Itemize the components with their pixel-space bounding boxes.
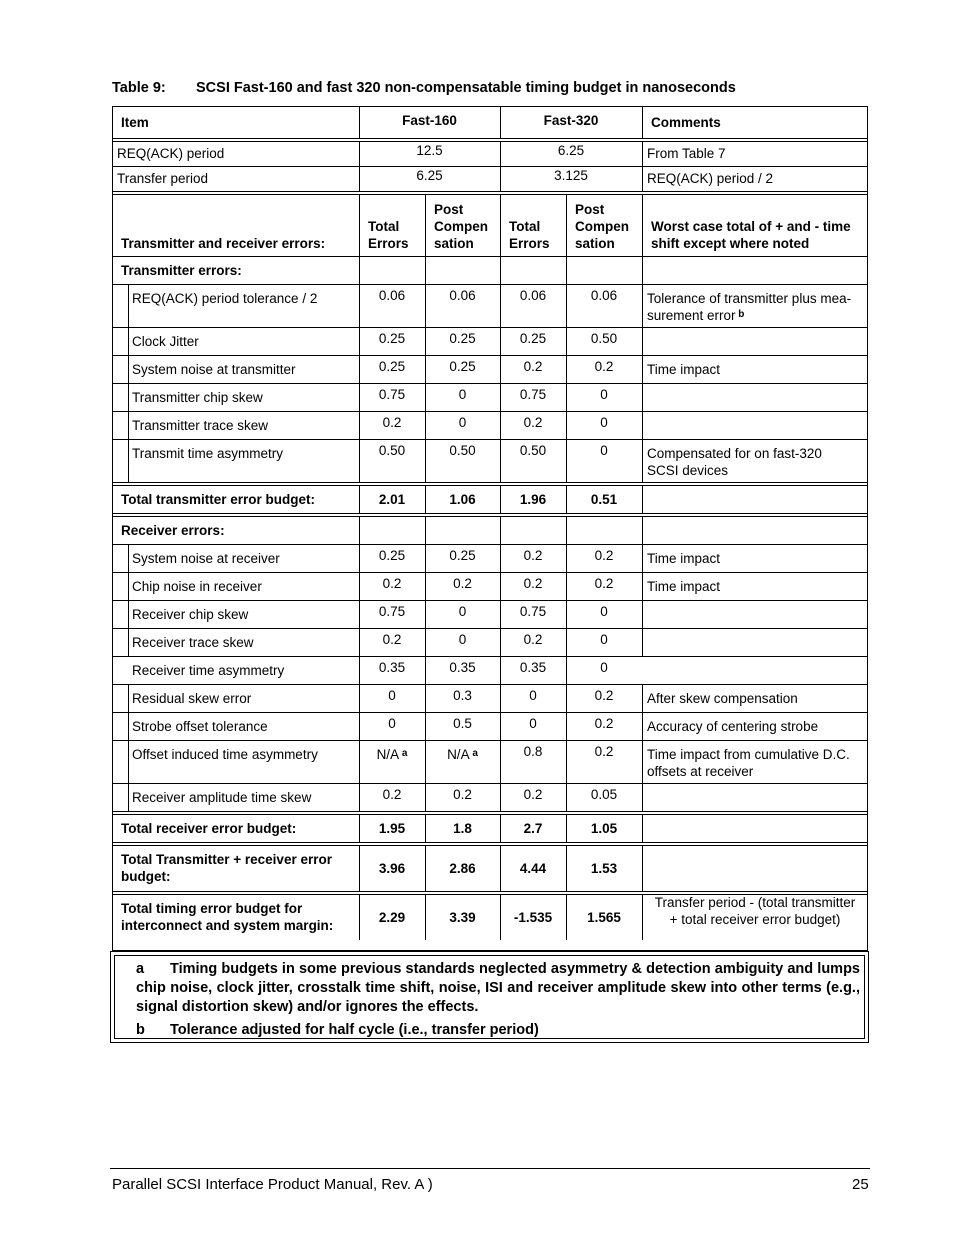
- row-comment: REQ(ACK) period / 2: [647, 171, 774, 186]
- total-label: Total timing error budget for interconnect and system margin:: [121, 901, 334, 933]
- item-value: 0.2: [523, 548, 543, 563]
- total-value: -1.535: [513, 909, 553, 925]
- item-value: 0.50: [519, 443, 547, 458]
- item-value: 0.75: [519, 387, 547, 402]
- footnote-b: [136, 1021, 860, 1040]
- item-label: System noise at transmitter: [132, 362, 296, 377]
- item-value: 0.06: [519, 288, 547, 303]
- column-subheader: Total Errors: [368, 219, 409, 251]
- table-caption-title: SCSI Fast-160 and fast 320 non-compensatable timing budget in nanoseconds: [196, 80, 736, 96]
- item-value: 0.2: [382, 576, 402, 591]
- item-value: 0.25: [449, 359, 476, 374]
- item-value: 0: [529, 688, 537, 703]
- item-comment: Time impact from cumulative D.C. offsets at receiver: [647, 747, 850, 779]
- item-value: 0.75: [378, 387, 406, 402]
- item-value: 0.25: [378, 359, 406, 374]
- item-value: 0.25: [449, 331, 476, 346]
- timing-budget-table: [112, 106, 868, 951]
- footer-title: Parallel SCSI Interface Product Manual, Rev. A ): [112, 1176, 433, 1193]
- item-value: 0.2: [523, 576, 543, 591]
- column-subheader: Post Compen sation: [434, 202, 488, 251]
- item-value: 0.2: [523, 787, 543, 802]
- footnote-reference: a: [399, 748, 408, 759]
- item-value: 0.2: [523, 359, 543, 374]
- item-value: 0.2: [382, 632, 402, 647]
- item-value: N/A $^a$: [376, 747, 408, 762]
- header-fast-320: Fast-320: [543, 113, 599, 128]
- column-subheader-comments: Worst case total of + and - time shift except where noted: [651, 219, 851, 251]
- item-value: 0.50: [590, 331, 618, 346]
- item-comment: Time impact: [647, 362, 721, 377]
- item-value: 0: [600, 660, 608, 675]
- total-value: 4.44: [519, 860, 547, 876]
- total-value: 1.53: [590, 860, 618, 876]
- value-fast-320: 3.125: [554, 168, 588, 183]
- item-value: 0.50: [449, 443, 476, 458]
- item-value: 0.35: [378, 660, 406, 675]
- item-label: Chip noise in receiver: [132, 579, 262, 594]
- item-value: 0: [600, 604, 608, 619]
- item-comment: Compensated for on fast-320 SCSI devices: [647, 446, 822, 478]
- item-value: 0: [600, 415, 608, 430]
- value-fast-320: 6.25: [557, 143, 585, 158]
- total-value: 3.96: [378, 860, 406, 876]
- item-value: 0: [388, 688, 396, 703]
- item-value: 0.75: [378, 604, 406, 619]
- item-label: Residual skew error: [132, 691, 252, 706]
- item-value: 0.2: [594, 688, 614, 703]
- item-comment: Time impact: [647, 551, 721, 566]
- total-value: 1.565: [587, 909, 621, 925]
- value-fast-160: 6.25: [416, 168, 443, 183]
- item-value: 0.2: [523, 632, 543, 647]
- item-value: 0.2: [594, 548, 614, 563]
- item-value: 0: [600, 632, 608, 647]
- item-value: 0.05: [590, 787, 618, 802]
- item-value: 0.2: [453, 576, 472, 591]
- item-value: 0.25: [378, 331, 406, 346]
- item-value: 0.06: [590, 288, 618, 303]
- section-label: Transmitter errors:: [121, 263, 242, 278]
- footnote-a-label: a: [136, 961, 145, 977]
- item-value: 0.50: [378, 443, 406, 458]
- item-value: 0: [458, 387, 467, 402]
- total-value: 1.8: [453, 820, 472, 836]
- item-value: 0.2: [523, 415, 543, 430]
- item-label: Receiver trace skew: [132, 635, 254, 650]
- item-comment: Time impact: [647, 579, 721, 594]
- item-value: 0.75: [519, 604, 547, 619]
- item-value: 0.2: [382, 787, 402, 802]
- item-label: Strobe offset tolerance: [132, 719, 268, 734]
- column-subheader: Total Errors: [509, 219, 550, 251]
- total-value: 3.39: [449, 909, 476, 925]
- total-value: 1.06: [449, 491, 476, 507]
- total-label: Total transmitter error budget:: [121, 491, 316, 507]
- item-value: 0.2: [594, 716, 614, 731]
- item-value: 0.2: [382, 415, 402, 430]
- item-value: 0.25: [519, 331, 547, 346]
- item-comment: Accuracy of centering strobe: [647, 719, 819, 734]
- value-fast-160: 12.5: [416, 143, 443, 158]
- footnote-a: [136, 960, 860, 1017]
- total-value: 2.29: [378, 909, 406, 925]
- page-number: 25: [852, 1176, 869, 1193]
- header-fast-160: Fast-160: [402, 113, 457, 128]
- item-value: 0.2: [453, 787, 472, 802]
- item-label: Transmitter trace skew: [132, 418, 269, 433]
- item-value: 0: [458, 632, 467, 647]
- total-value: 1.96: [519, 491, 547, 507]
- total-value: 2.7: [523, 820, 543, 836]
- section-label: Receiver errors:: [121, 523, 225, 538]
- total-label: Total Transmitter + receiver error budget:: [121, 852, 332, 884]
- total-label: Total receiver error budget:: [121, 820, 297, 836]
- total-value: 0.51: [590, 491, 618, 507]
- item-label: Transmitter chip skew: [132, 390, 263, 405]
- section-header-label: Transmitter and receiver errors:: [121, 236, 326, 251]
- item-value: N/A $^a$: [447, 747, 478, 762]
- item-value: 0.8: [523, 744, 543, 759]
- row-label: REQ(ACK) period: [117, 146, 225, 161]
- item-label: Offset induced time asymmetry: [132, 747, 318, 762]
- item-value: 0.35: [519, 660, 547, 675]
- total-value: 1.05: [590, 820, 618, 836]
- footnote-reference: b: [735, 309, 745, 320]
- total-value: 2.01: [378, 491, 406, 507]
- table-caption: [112, 80, 736, 96]
- total-value: 1.95: [378, 820, 406, 836]
- column-subheader: Post Compen sation: [575, 202, 629, 251]
- footnote-reference: a: [469, 748, 478, 759]
- item-label: Transmit time asymmetry: [132, 446, 284, 461]
- footnote-b-label: b: [136, 1022, 145, 1038]
- footnote-b-text: Tolerance adjusted for half cycle (i.e., transfer period): [170, 1022, 539, 1038]
- item-value: 0.5: [453, 716, 472, 731]
- item-label: Receiver time asymmetry: [132, 663, 285, 678]
- item-label: Clock Jitter: [132, 334, 199, 349]
- footer-rule: [110, 1168, 870, 1169]
- item-value: 0: [529, 716, 537, 731]
- table-caption-number: Table 9:: [112, 80, 166, 96]
- item-value: 0: [600, 387, 608, 402]
- row-label: Transfer period: [117, 171, 209, 186]
- item-value: 0.35: [449, 660, 476, 675]
- row-comment: From Table 7: [647, 146, 726, 161]
- total-comment: Transfer period - (total transmitter + total receiver error budget): [654, 895, 856, 927]
- item-value: 0.06: [378, 288, 406, 303]
- total-value: 2.86: [449, 860, 476, 876]
- item-value: 0.2: [594, 576, 614, 591]
- item-value: 0.2: [594, 359, 614, 374]
- item-value: 0.2: [594, 744, 614, 759]
- footnote-a-text: Timing budgets in some previous standards neglected asymmetry & detection ambiguity and lumps chip noise, clock jitter, crosstalk time shift, noise, ISI and receiver amplitude skew into other terms (e.g., signal distortion skew) and/or ignores the effects.: [136, 961, 860, 1015]
- item-label: REQ(ACK) period tolerance / 2: [132, 291, 318, 306]
- item-label: System noise at receiver: [132, 551, 280, 566]
- item-value: 0: [388, 716, 396, 731]
- item-value: 0.06: [449, 288, 476, 303]
- table-footnotes: [110, 951, 869, 1043]
- item-value: 0: [600, 443, 608, 458]
- item-value: 0.25: [449, 548, 476, 563]
- header-item: Item: [121, 115, 149, 130]
- item-label: Receiver amplitude time skew: [132, 790, 312, 805]
- item-value: 0.3: [453, 688, 472, 703]
- header-comments: Comments: [651, 115, 721, 130]
- item-comment: After skew compensation: [647, 691, 798, 706]
- item-value: 0: [458, 604, 467, 619]
- item-value: 0.25: [378, 548, 406, 563]
- item-value: 0: [458, 415, 467, 430]
- item-comment: Tolerance of transmitter plus mea- surement error $^b$: [647, 291, 852, 323]
- item-label: Receiver chip skew: [132, 607, 249, 622]
